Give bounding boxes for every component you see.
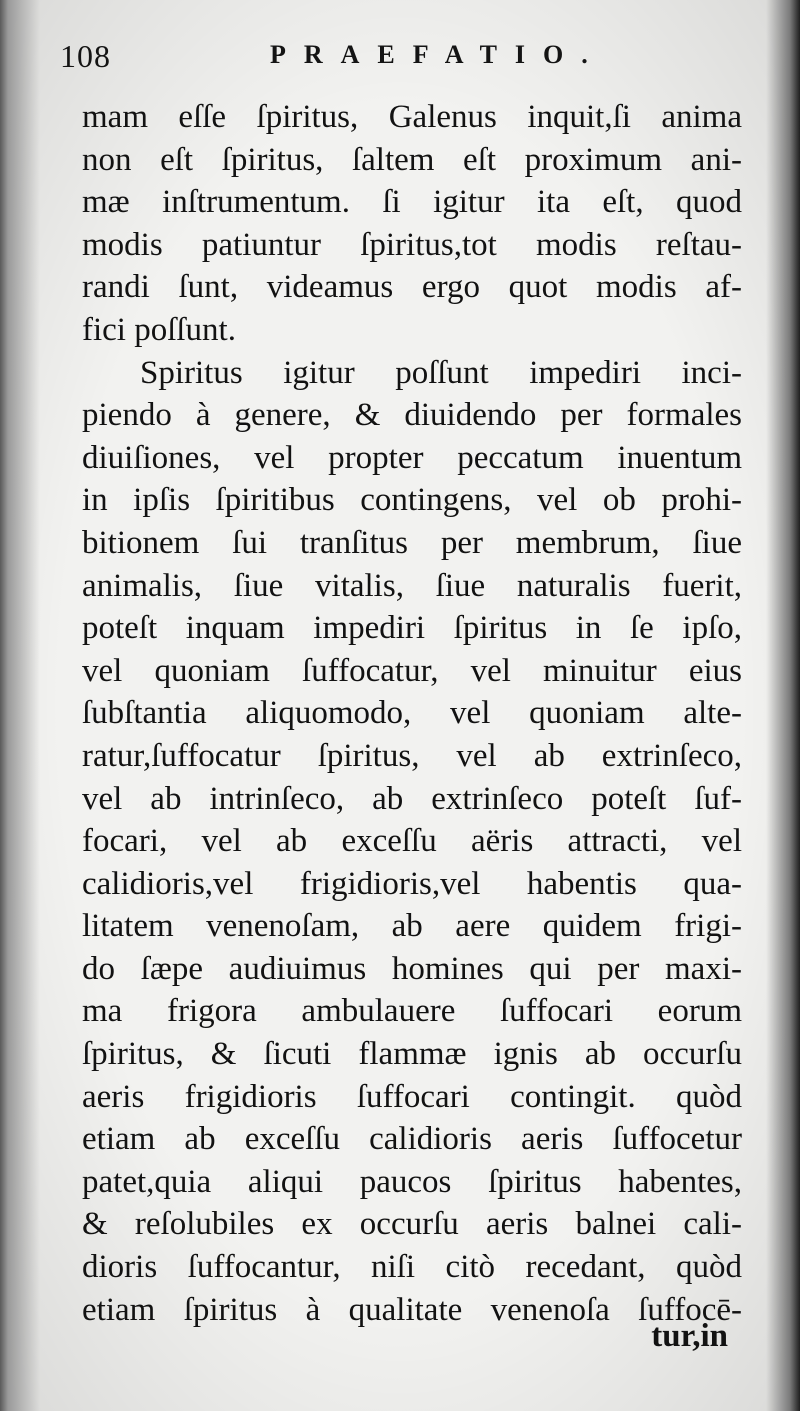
text-line: randi ſunt, videamus ergo quot modis af- — [82, 269, 742, 306]
body-text — [82, 96, 742, 1331]
gutter-shadow — [0, 0, 40, 1411]
text-line: fici poſſunt. — [82, 311, 236, 348]
text-line: patet,quia aliqui paucos ſpiritus habentes, — [82, 1163, 742, 1200]
text-line: non eſt ſpiritus, ſaltem eſt proximum ani- — [82, 141, 742, 178]
text-line: in ipſis ſpiritibus contingens, vel ob prohi- — [82, 482, 742, 519]
text-line: calidioris,vel frigidioris,vel habentis qua- — [82, 865, 742, 902]
running-head: PRAEFATIO. — [270, 40, 606, 69]
catchword: tur,in — [651, 1318, 728, 1354]
text-line: mam eſſe ſpiritus, Galenus inquit,ſi anima — [82, 99, 742, 135]
paragraph-start-line: Spiritus igitur poſſunt impediri inci- — [140, 354, 742, 391]
text-line: etiam ab exceſſu calidioris aeris ſuffocetur — [82, 1121, 742, 1158]
page-edge-shadow — [766, 0, 800, 1411]
text-line: diuiſiones, vel propter peccatum inuentum — [82, 439, 742, 476]
text-line: ſubſtantia aliquomodo, vel quoniam alte- — [82, 695, 742, 732]
text-line: etiam ſpiritus à qualitate venenoſa ſuffocē- — [82, 1291, 742, 1328]
text-line: vel quoniam ſuffocatur, vel minuitur eius — [82, 652, 742, 689]
text-line: vel ab intrinſeco, ab extrinſeco poteſt ſuf- — [82, 780, 742, 817]
text-line: & reſolubiles ex occurſu aeris balnei cali- — [82, 1206, 742, 1243]
text-line: dioris ſuffocantur, niſi citò recedant, quòd — [82, 1249, 742, 1286]
text-line: ma frigora ambulauere ſuffocari eorum — [82, 993, 742, 1030]
page-header — [60, 38, 740, 78]
text-line: focari, vel ab exceſſu aëris attracti, vel — [82, 823, 742, 860]
text-line: bitionem ſui tranſitus per membrum, ſiue — [82, 524, 742, 561]
text-line: ſpiritus, & ſicuti flammæ ignis ab occurſu — [82, 1036, 742, 1073]
text-line: modis patiuntur ſpiritus,tot modis reſtau- — [82, 226, 742, 263]
page-number: 108 — [60, 38, 111, 74]
text-line: aeris frigidioris ſuffocari contingit. quòd — [82, 1078, 742, 1115]
text-line: ratur,ſuffocatur ſpiritus, vel ab extrinſeco, — [82, 737, 742, 774]
text-line: do ſæpe audiuimus homines qui per maxi- — [82, 950, 742, 987]
text-line: piendo à genere, & diuidendo per formales — [82, 397, 742, 434]
text-line: poteſt inquam impediri ſpiritus in ſe ipſo, — [82, 610, 742, 647]
text-line: animalis, ſiue vitalis, ſiue naturalis fuerit, — [82, 567, 742, 604]
text-line: mæ inſtrumentum. ſi igitur ita eſt, quod — [82, 184, 742, 221]
text-line: litatem venenoſam, ab aere quidem frigi- — [82, 908, 742, 945]
